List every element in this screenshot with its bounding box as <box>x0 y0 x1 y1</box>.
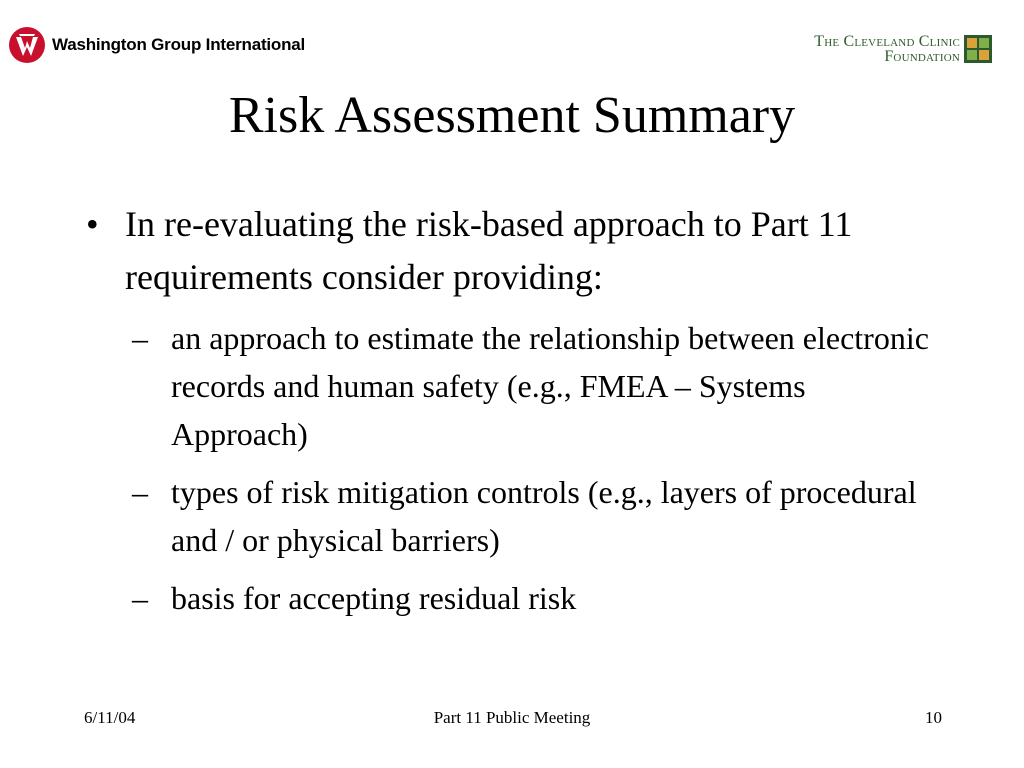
bullet-item <box>86 198 926 304</box>
washington-group-logo <box>8 26 305 64</box>
sub-bullet-item <box>132 468 932 564</box>
sub-bullet-text: types of risk mitigation controls (e.g., layers of procedural and / or physical barriers) <box>171 474 917 558</box>
sub-bullet-text: an approach to estimate the relationship between electronic records and human safety (e.g., FMEA – Systems Approach) <box>171 320 929 452</box>
sub-bullet-item <box>132 574 932 622</box>
slide-title: Risk Assessment Summary <box>228 87 796 144</box>
sub-bullet-marker: – <box>132 580 148 616</box>
sub-bullet-marker: – <box>132 320 148 356</box>
washington-group-logo-icon <box>8 26 46 64</box>
cleveland-clinic-logo <box>814 34 992 64</box>
cleveland-clinic-logo-icon <box>964 35 992 63</box>
sub-bullet-text: basis for accepting residual risk <box>171 580 577 616</box>
bullet-marker: • <box>86 204 99 244</box>
sub-bullet-item <box>132 314 932 458</box>
cleveland-clinic-logo-line2: Foundation <box>884 48 960 65</box>
footer-title: Part 11 Public Meeting <box>433 708 591 727</box>
bullet-text: In re-evaluating the risk-based approach to Part 11 requirements consider providing: <box>125 204 853 297</box>
cleveland-clinic-logo-text <box>814 34 960 64</box>
sub-bullet-list <box>132 314 932 632</box>
sub-bullet-marker: – <box>132 474 148 510</box>
cleveland-clinic-logo-line1: The Cleveland Clinic <box>814 33 960 50</box>
footer-date: 6/11/04 <box>84 708 136 727</box>
footer-page-number: 10 <box>925 708 942 727</box>
washington-group-logo-text: Washington Group International <box>52 35 306 54</box>
